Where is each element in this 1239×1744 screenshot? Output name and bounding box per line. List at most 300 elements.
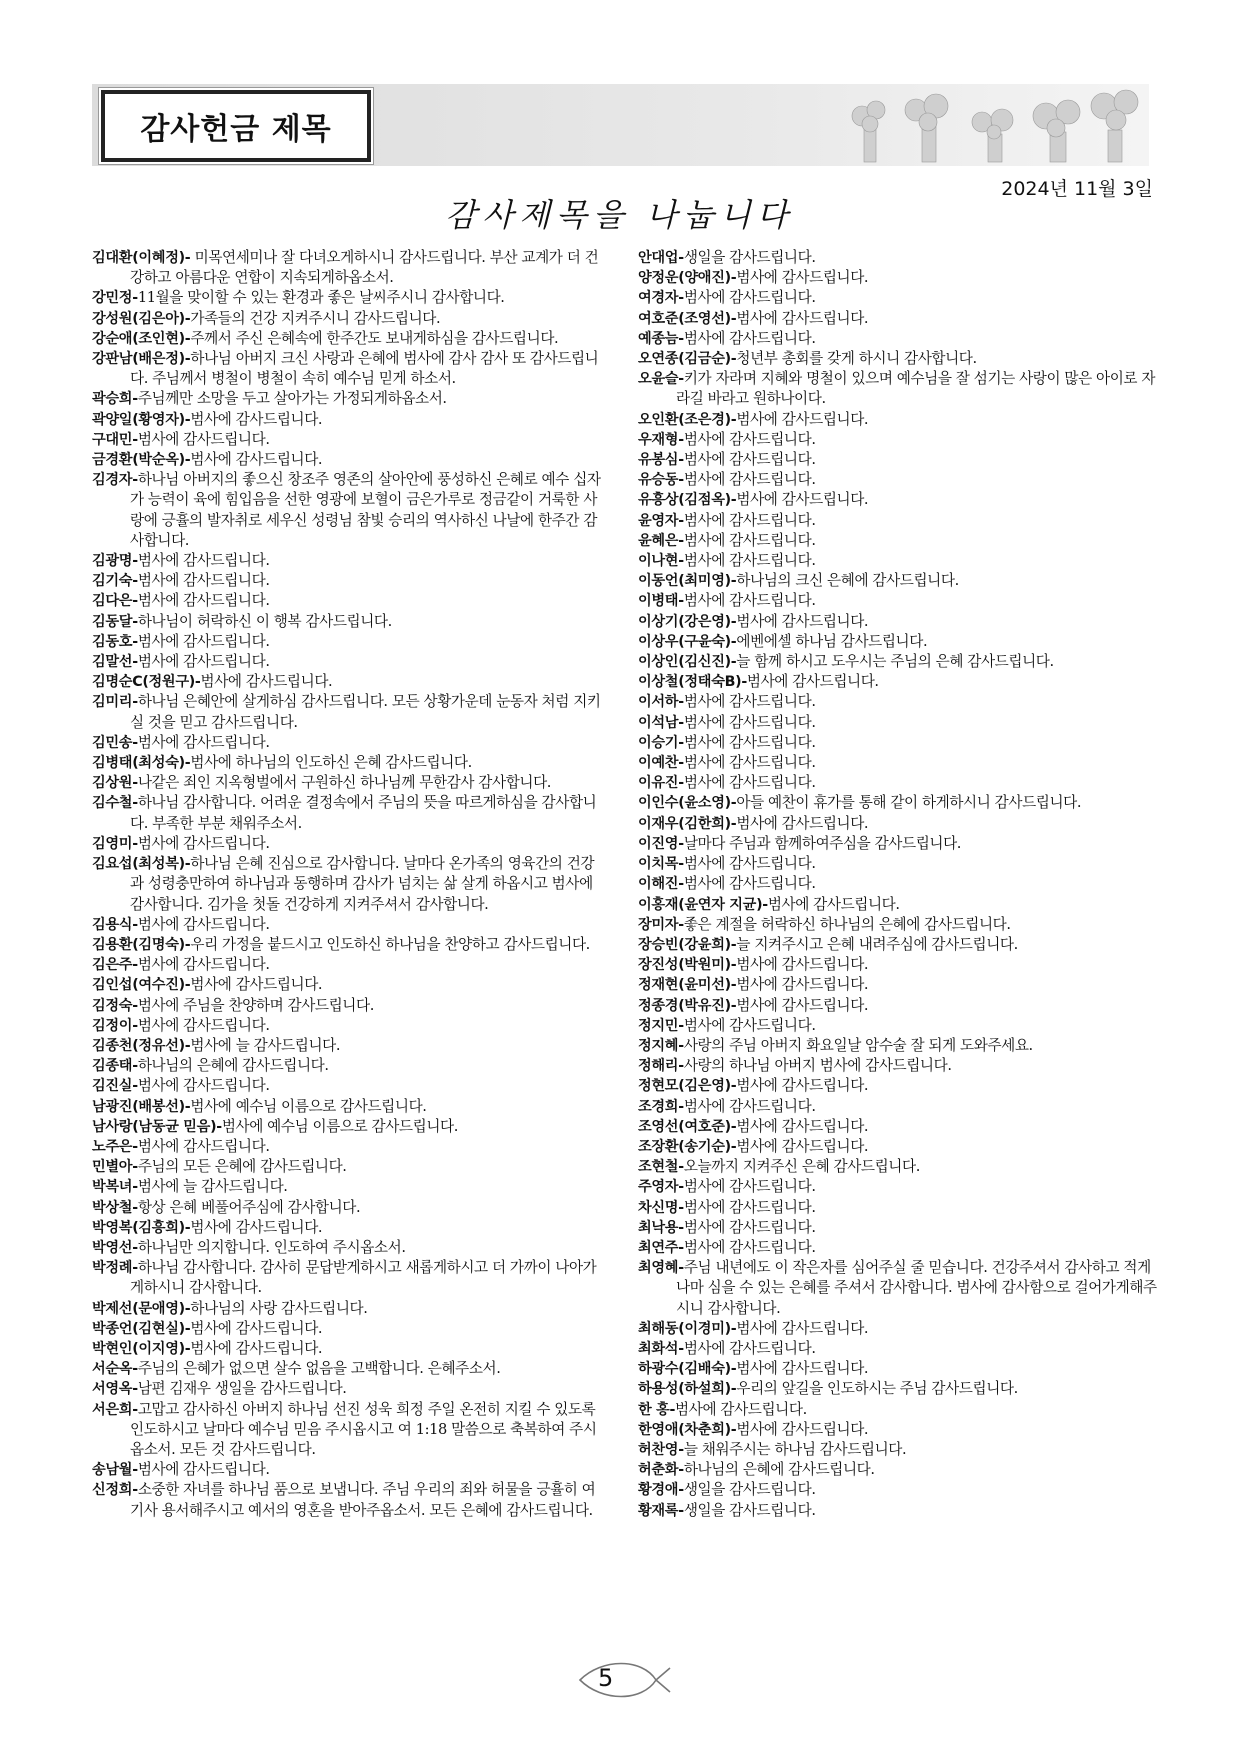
- donor-name: 이병태-: [638, 593, 684, 610]
- donor-name: 정해리-: [638, 1058, 684, 1075]
- list-item: [92, 1339, 607, 1359]
- list-item: [92, 1036, 607, 1056]
- list-item: [92, 288, 607, 308]
- list-item: [638, 551, 1160, 571]
- donor-name: 이서하-: [638, 694, 684, 711]
- thanks-message: 남편 김재우 생일을 감사드립니다.: [137, 1380, 347, 1398]
- donor-name: 정종경(박유진)-: [638, 997, 737, 1014]
- thanks-message: 범사에 감사드립니다.: [736, 814, 869, 832]
- donor-name: 박정례-: [92, 1260, 138, 1277]
- list-item: [638, 349, 1160, 369]
- list-item: [638, 753, 1160, 773]
- thanks-message: 범사에 감사드립니다.: [683, 592, 816, 610]
- list-item: [638, 329, 1160, 349]
- list-item: [92, 1379, 607, 1399]
- thanks-message: 범사에 감사드립니다.: [683, 1097, 816, 1115]
- thanks-message: 범사에 감사드립니다.: [736, 612, 869, 630]
- list-item: [638, 369, 1160, 409]
- thanks-message: 늘 함께 하시고 도우시는 주님의 은혜 감사드립니다.: [736, 653, 1054, 671]
- thanks-message: 범사에 감사드립니다.: [137, 653, 270, 671]
- fish-icon: [572, 1660, 672, 1700]
- list-item: [92, 1076, 607, 1096]
- thanks-message: 범사에 감사드립니다.: [736, 269, 869, 287]
- thanks-message: 생일을 감사드립니다.: [683, 1481, 816, 1499]
- donor-name: 이상우(구윤숙)-: [638, 633, 737, 650]
- thanks-message: 범사에 감사드립니다.: [200, 673, 333, 691]
- section-subtitle: 감사제목을 나눕니다: [445, 196, 794, 234]
- donor-name: 신정희-: [92, 1482, 138, 1499]
- thanks-message: 하나님의 은혜에 감사드립니다.: [137, 1057, 329, 1075]
- thanks-message: 범사에 감사드립니다.: [683, 754, 816, 772]
- donor-name: 예종늠-: [638, 330, 684, 347]
- list-item: [92, 450, 607, 470]
- list-item: [638, 1319, 1160, 1339]
- thanks-message: 범사에 감사드립니다.: [683, 733, 816, 751]
- thanks-message: 하나님 아버지의 좋으신 창조주 영존의 살아안에 풍성하신 은혜로 예수 십자가 능력이 육에 힘입음을 선한 영광에 보혈이 금은가루로 정금같이 거룩한 사랑에 긍휼의 발자취로 세우신 성령님 참빛 승리의 역사하신 나날에 한주간 감사합니다.: [130, 471, 601, 549]
- donor-name: 곽양일(황영자)-: [92, 411, 191, 428]
- thanks-message: 범사에 감사드립니다.: [137, 733, 270, 751]
- donor-name: 김수철-: [92, 795, 138, 812]
- list-item: [638, 955, 1160, 975]
- list-item: [638, 834, 1160, 854]
- list-item: [638, 814, 1160, 834]
- list-item: [638, 612, 1160, 632]
- thanks-message: 범사에 감사드립니다.: [736, 976, 869, 994]
- donor-name: 이유진-: [638, 775, 684, 792]
- list-item: [638, 591, 1160, 611]
- donor-name: 최화석-: [638, 1340, 684, 1357]
- list-item: [638, 450, 1160, 470]
- donor-name: 곽승희-: [92, 391, 138, 408]
- thanks-message: 우리의 앞길을 인도하시는 주님 감사드립니다.: [736, 1380, 1018, 1398]
- thanks-message: 범사에 감사드립니다.: [683, 774, 816, 792]
- list-item: [92, 652, 607, 672]
- donor-name: 한영애(차춘희)-: [638, 1421, 737, 1438]
- thanks-message: 하나님의 사랑 감사드립니다.: [190, 1299, 368, 1317]
- thanks-message: 범사에 감사드립니다.: [683, 552, 816, 570]
- donor-name: 박복녀-: [92, 1179, 138, 1196]
- donor-name: 박제선(문애영)-: [92, 1300, 191, 1317]
- donor-name: 강성원(김은아)-: [92, 310, 191, 327]
- donor-name: 이석남-: [638, 714, 684, 731]
- donor-name: 김용환(김명숙)-: [92, 936, 191, 953]
- donor-name: 허춘화-: [638, 1462, 684, 1479]
- thanks-message: 범사에 감사드립니다.: [190, 1319, 323, 1337]
- thanks-message: 하나님 은혜안에 살게하심 감사드립니다. 모든 상황가운데 눈동자 처럼 지키실 것을 믿고 감사드립니다.: [130, 693, 601, 731]
- donor-name: 송남월-: [92, 1462, 138, 1479]
- donor-name: 민별아-: [92, 1159, 138, 1176]
- thanks-message: 범사에 감사드립니다.: [683, 1218, 816, 1236]
- thanks-message: 주께서 주신 은혜속에 한주간도 보내게하심을 감사드립니다.: [190, 329, 559, 347]
- donor-name: 박현인(이지영)-: [92, 1340, 191, 1357]
- left-column: [92, 248, 607, 1521]
- donor-name: 조장환(송기순)-: [638, 1138, 737, 1155]
- donor-name: 조영선(여호준)-: [638, 1118, 737, 1135]
- donor-name: 유봉심-: [638, 452, 684, 469]
- thanks-message: 범사에 늘 감사드립니다.: [137, 1178, 288, 1196]
- donor-name: 김은주-: [92, 957, 138, 974]
- list-item: [638, 1016, 1160, 1036]
- list-item: [638, 1157, 1160, 1177]
- list-item: [92, 309, 607, 329]
- thanks-message: 범사에 감사드립니다.: [137, 572, 270, 590]
- donor-name: 강민정-: [92, 290, 138, 307]
- thanks-message: 범사에 감사드립니다.: [190, 410, 323, 428]
- list-item: [638, 1177, 1160, 1197]
- thanks-message: 범사에 감사드립니다.: [137, 1016, 270, 1034]
- thanks-message: 범사에 감사드립니다.: [683, 1016, 816, 1034]
- thanks-message: 범사에 감사드립니다.: [736, 956, 869, 974]
- donor-name: 김진실-: [92, 1078, 138, 1095]
- donor-name: 서순옥-: [92, 1361, 138, 1378]
- thanks-message: 나같은 죄인 지옥형벌에서 구원하신 하나님께 무한감사 감사합니다.: [137, 774, 552, 792]
- donor-name: 박영복(김흥희)-: [92, 1219, 191, 1236]
- list-item: [92, 349, 607, 389]
- list-item: [638, 430, 1160, 450]
- list-item: [638, 1097, 1160, 1117]
- list-item: [638, 1238, 1160, 1258]
- donor-name: 이나현-: [638, 553, 684, 570]
- list-item: [638, 571, 1160, 591]
- thanks-message: 하나님이 허락하신 이 행복 감사드립니다.: [137, 612, 392, 630]
- list-item: [92, 753, 607, 773]
- donor-name: 오인환(조은경)-: [638, 411, 737, 428]
- donor-name: 김병태(최성숙)-: [92, 755, 191, 772]
- thanks-message: 하나님의 크신 은혜에 감사드립니다.: [736, 572, 959, 590]
- list-item: [92, 551, 607, 571]
- list-item: [92, 975, 607, 995]
- thanks-message: 범사에 감사드립니다.: [137, 552, 270, 570]
- thanks-message: 날마다 주님과 함께하여주심을 감사드립니다.: [683, 834, 962, 852]
- donor-name: 강순애(조인현)-: [92, 330, 191, 347]
- thanks-message: 범사에 감사드립니다.: [736, 1137, 869, 1155]
- list-item: [638, 692, 1160, 712]
- thanks-message: 범사에 감사드립니다.: [190, 976, 323, 994]
- thanks-message: 범사에 감사드립니다.: [137, 430, 270, 448]
- list-item: [92, 571, 607, 591]
- list-item: [638, 531, 1160, 551]
- thanks-message: 하나님 은혜 진심으로 감사합니다. 날마다 온가족의 영육간의 건강과 성령충만하여 하나님과 동행하며 감사가 넘치는 삶 살게 하옵시고 범사에 감사합니다. 김가을 첫돌 건강하게 지켜주셔서 감사합니다.: [130, 855, 595, 913]
- thanks-message: 청년부 총회를 갖게 하시니 감사합니다.: [736, 350, 977, 368]
- donor-name: 안대업-: [638, 250, 684, 266]
- donor-name: 유흥상(김점옥)-: [638, 492, 737, 509]
- thanks-message: 소중한 자녀를 하나님 품으로 보냅니다. 주님 우리의 죄와 허물을 긍휼히 여기사 용서해주시고 예서의 영혼을 받아주옵소서. 모든 은혜에 감사드립니다.: [130, 1481, 596, 1519]
- thanks-message: 주님의 은혜가 없으면 살수 없음을 고백합니다. 은혜주소서.: [137, 1360, 501, 1378]
- list-item: [92, 591, 607, 611]
- donor-name: 김대환(이혜정)-: [92, 250, 191, 266]
- list-item: [92, 1238, 607, 1258]
- donor-name: 황경애-: [638, 1482, 684, 1499]
- thanks-message: 범사에 감사드립니다.: [190, 451, 323, 469]
- list-item: [638, 1137, 1160, 1157]
- list-item: [92, 834, 607, 854]
- donor-name: 정지혜-: [638, 1037, 684, 1054]
- thanks-message: 범사에 늘 감사드립니다.: [190, 1036, 341, 1054]
- donor-name: 오윤슬-: [638, 371, 684, 388]
- thanks-message: 범사에 감사드립니다.: [137, 592, 270, 610]
- donor-name: 정재현(윤미선)-: [638, 977, 737, 994]
- thanks-message: 주님 내년에도 이 작은자를 심어주실 줄 믿습니다. 건강주셔서 감사하고 적게나마 심을 수 있는 은혜를 주셔서 감사합니다. 범사에 감사함으로 걸어가게해주시니 감사합니다.: [676, 1259, 1157, 1317]
- thanks-message: 좋은 계절을 허락하신 하나님의 은혜에 감사드립니다.: [683, 915, 1011, 933]
- donor-name: 구대민-: [92, 431, 138, 448]
- thanks-message: 범사에 하나님의 인도하신 은혜 감사드립니다.: [190, 754, 472, 772]
- donor-name: 김말선-: [92, 654, 138, 671]
- donor-name: 박상철-: [92, 1199, 138, 1216]
- list-item: [638, 1420, 1160, 1440]
- thanks-message: 미목연세미나 잘 다녀오게하시니 감사드립니다. 부산 교계가 더 건강하고 아름다운 연합이 지속되게하옵소서.: [130, 249, 599, 287]
- list-item: [92, 1480, 607, 1520]
- thanks-message: 오늘까지 지켜주신 은혜 감사드립니다.: [683, 1158, 920, 1176]
- thanks-message: 범사에 감사드립니다.: [137, 1461, 270, 1479]
- list-item: [638, 1440, 1160, 1460]
- list-item: [92, 1258, 607, 1298]
- thanks-message: 우리 가정을 붙드시고 인도하신 하나님을 찬양하고 감사드립니다.: [190, 935, 590, 953]
- thanks-message: 범사에 감사드립니다.: [683, 430, 816, 448]
- thanks-message: 범사에 감사드립니다.: [736, 1117, 869, 1135]
- thanks-message: 범사에 감사드립니다.: [137, 1077, 270, 1095]
- thanks-message: 범사에 예수님 이름으로 감사드립니다.: [190, 1097, 427, 1115]
- thanks-message: 범사에 감사드립니다.: [736, 1077, 869, 1095]
- thanks-message: 범사에 감사드립니다.: [683, 1178, 816, 1196]
- thanks-message: 범사에 예수님 이름으로 감사드립니다.: [221, 1117, 458, 1135]
- donor-name: 남사랑(남동균 믿음)-: [92, 1118, 222, 1135]
- list-item: [92, 1137, 607, 1157]
- donor-name: 이승기-: [638, 734, 684, 751]
- list-item: [638, 1036, 1160, 1056]
- list-item: [638, 1379, 1160, 1399]
- thanks-message: 범사에 감사드립니다.: [675, 1400, 807, 1418]
- donor-name: 이상철(정태숙B)-: [638, 674, 747, 691]
- list-item: [638, 470, 1160, 490]
- thanks-message: 범사에 감사드립니다.: [683, 1198, 816, 1216]
- list-item: [92, 854, 607, 915]
- list-item: [638, 268, 1160, 288]
- thanks-message: 범사에 감사드립니다.: [683, 451, 816, 469]
- donor-name: 김광명-: [92, 553, 138, 570]
- donor-name: 김상원-: [92, 775, 138, 792]
- donor-name: 노주은-: [92, 1138, 138, 1155]
- donor-name: 하광수(김배숙)-: [638, 1361, 737, 1378]
- list-item: [92, 1319, 607, 1339]
- list-item: [92, 1460, 607, 1480]
- donor-name: 오연종(김금순)-: [638, 351, 737, 368]
- thanks-message: 하나님 아버지 크신 사랑과 은혜에 범사에 감사 감사 또 감사드립니다. 주님께서 병철이 병철이 속히 예수님 믿게 하소서.: [130, 350, 599, 388]
- thanks-message: 주님의 모든 은혜에 감사드립니다.: [137, 1158, 347, 1176]
- thanks-message: 범사에 감사드립니다.: [137, 834, 270, 852]
- thanks-message: 범사에 감사드립니다.: [683, 693, 816, 711]
- thanks-message: 고맙고 감사하신 아버지 하나님 선진 성욱 희정 주일 온전히 지킬 수 있도록 인도하시고 날마다 예수님 믿음 주시옵시고 여 1:18 말씀으로 축복하여 주시옵소서. 모든 것 감사드립니다.: [130, 1400, 597, 1458]
- list-item: [638, 672, 1160, 692]
- donor-name: 이예찬-: [638, 755, 684, 772]
- list-item: [638, 288, 1160, 308]
- list-item: [92, 1198, 607, 1218]
- list-item: [638, 915, 1160, 935]
- list-item: [92, 389, 607, 409]
- donor-name: 여경자-: [638, 290, 684, 307]
- donor-name: 김용식-: [92, 916, 138, 933]
- thanks-message: 하나님 감사합니다. 어려운 결정속에서 주님의 뜻을 따르게하심을 감사합니다. 부족한 부분 채워주소서.: [130, 794, 597, 832]
- donor-name: 장미자-: [638, 916, 684, 933]
- donor-name: 장진성(박원미)-: [638, 957, 737, 974]
- list-item: [638, 511, 1160, 531]
- page-number-badge: [572, 1660, 672, 1700]
- list-item: [92, 1400, 607, 1461]
- donor-name: 김요섭(최성복)-: [92, 856, 191, 873]
- donor-name: 박영선-: [92, 1239, 138, 1256]
- donor-name: 김동호-: [92, 633, 138, 650]
- list-item: [92, 793, 607, 833]
- donor-name: 김다은-: [92, 593, 138, 610]
- list-item: [638, 248, 1160, 268]
- list-item: [638, 1056, 1160, 1076]
- donor-name: 윤혜은-: [638, 532, 684, 549]
- list-item: [638, 490, 1160, 510]
- list-item: [638, 1198, 1160, 1218]
- list-item: [92, 672, 607, 692]
- thanks-message: 범사에 감사드립니다.: [137, 915, 270, 933]
- donor-name: 김인섭(여수진)-: [92, 977, 191, 994]
- list-item: [92, 632, 607, 652]
- donor-name: 남광진(배봉선)-: [92, 1098, 191, 1115]
- thanks-message: 범사에 감사드립니다.: [736, 491, 869, 509]
- thanks-message: 늘 채워주시는 하나님 감사드립니다.: [683, 1440, 907, 1458]
- donor-name: 김영미-: [92, 835, 138, 852]
- thanks-message: 에벤에셀 하나님 감사드립니다.: [736, 632, 928, 650]
- donor-name: 박종언(김현실)-: [92, 1320, 191, 1337]
- list-item: [638, 713, 1160, 733]
- list-item: [92, 1016, 607, 1036]
- list-item: [638, 410, 1160, 430]
- donor-name: 윤영자-: [638, 512, 684, 529]
- thanks-message: 범사에 감사드립니다.: [683, 1238, 816, 1256]
- list-item: [638, 1339, 1160, 1359]
- donor-name: 한 홍-: [638, 1401, 676, 1418]
- thanks-message: 범사에 감사드립니다.: [683, 289, 816, 307]
- donor-name: 김경자-: [92, 472, 138, 489]
- list-item: [638, 1501, 1160, 1521]
- donor-name: 김정숙-: [92, 997, 138, 1014]
- thanks-message: 범사에 감사드립니다.: [137, 632, 270, 650]
- list-item: [638, 1117, 1160, 1137]
- list-item: [638, 733, 1160, 753]
- donor-name: 김종천(정유선)-: [92, 1037, 191, 1054]
- list-item: [92, 1056, 607, 1076]
- donor-name: 조현철-: [638, 1159, 684, 1176]
- thanks-message: 늘 지켜주시고 은혜 내려주심에 감사드립니다.: [736, 935, 1018, 953]
- list-item: [638, 309, 1160, 329]
- donor-name: 금경환(박순옥)-: [92, 452, 191, 469]
- thanks-message: 하나님 감사합니다. 감사히 문답받게하시고 새롭게하시고 더 가까이 나아가게하시니 감사합니다.: [130, 1259, 597, 1297]
- list-item: [92, 430, 607, 450]
- donor-name: 김정이-: [92, 1017, 138, 1034]
- thanks-message: 주님께만 소망을 두고 살아가는 가정되게하옵소서.: [137, 390, 447, 408]
- right-column: [638, 248, 1160, 1521]
- list-item: [638, 1258, 1160, 1319]
- thanks-message: 범사에 감사드립니다.: [190, 1218, 323, 1236]
- list-item: [638, 935, 1160, 955]
- list-item: [92, 329, 607, 349]
- list-item: [92, 1177, 607, 1197]
- thanks-message: 사랑의 주님 아버지 화요일날 암수술 잘 되게 도와주세요.: [683, 1036, 1033, 1054]
- date-label: 2024년 11월 3일: [1001, 178, 1153, 200]
- list-item: [638, 895, 1160, 915]
- donor-name: 유승동-: [638, 472, 684, 489]
- donor-name: 양정운(양애진)-: [638, 270, 737, 287]
- thanks-message: 아들 예찬이 휴가를 통해 같이 하게하시니 감사드립니다.: [736, 794, 1082, 812]
- flower-vases-illustration: [850, 88, 1150, 166]
- list-item: [92, 773, 607, 793]
- list-item: [638, 854, 1160, 874]
- list-item: [638, 793, 1160, 813]
- donor-name: 정지민-: [638, 1017, 684, 1034]
- thanks-message: 범사에 감사드립니다.: [683, 329, 816, 347]
- thanks-message: 범사에 감사드립니다.: [736, 996, 869, 1014]
- thanks-message: 키가 자라며 지혜와 명철이 있으며 예수님을 잘 섬기는 사랑이 많은 아이로 자라길 바라고 원하나이다.: [676, 370, 1156, 408]
- donor-name: 최해동(이경미)-: [638, 1320, 737, 1337]
- donor-name: 이홍재(윤연자 지균)-: [638, 896, 768, 913]
- list-item: [638, 975, 1160, 995]
- thanks-message: 범사에 감사드립니다.: [736, 1319, 869, 1337]
- list-item: [92, 733, 607, 753]
- donor-name: 이해진-: [638, 876, 684, 893]
- donor-name: 조경희-: [638, 1098, 684, 1115]
- donor-name: 이상기(강은영)-: [638, 613, 737, 630]
- list-item: [92, 470, 607, 551]
- donor-name: 서영옥-: [92, 1381, 138, 1398]
- thanks-message: 범사에 감사드립니다.: [683, 1339, 816, 1357]
- thanks-message: 범사에 감사드립니다.: [683, 713, 816, 731]
- donor-name: 이상인(김신진)-: [638, 654, 737, 671]
- donor-name: 허찬영-: [638, 1441, 684, 1458]
- thanks-message: 사랑의 하나님 아버지 범사에 감사드립니다.: [683, 1057, 952, 1075]
- list-item: [638, 632, 1160, 652]
- thanks-message: 범사에 감사드립니다.: [683, 531, 816, 549]
- donor-name: 김동달-: [92, 613, 138, 630]
- list-item: [92, 996, 607, 1016]
- thanks-message: 범사에 감사드립니다.: [736, 309, 869, 327]
- donor-name: 김명순C(정원구)-: [92, 674, 201, 691]
- donor-name: 이진영-: [638, 835, 684, 852]
- list-item: [92, 935, 607, 955]
- donor-name: 장승빈(강윤희)-: [638, 936, 737, 953]
- thanks-message: 범사에 감사드립니다.: [736, 1420, 869, 1438]
- list-item: [638, 1480, 1160, 1500]
- donor-name: 김민송-: [92, 734, 138, 751]
- list-item: [638, 1460, 1160, 1480]
- donor-name: 김종태-: [92, 1058, 138, 1075]
- list-item: [638, 773, 1160, 793]
- donor-name: 이동언(최미영)-: [638, 573, 737, 590]
- thanks-message: 범사에 감사드립니다.: [746, 673, 879, 691]
- donor-name: 정현모(김은영)-: [638, 1078, 737, 1095]
- list-item: [638, 996, 1160, 1016]
- list-item: [92, 915, 607, 935]
- donor-name: 주영자-: [638, 1179, 684, 1196]
- donor-name: 이재우(김한희)-: [638, 815, 737, 832]
- donor-name: 최연주-: [638, 1239, 684, 1256]
- list-item: [92, 692, 607, 732]
- list-item: [638, 1400, 1160, 1420]
- donor-name: 이치목-: [638, 856, 684, 873]
- list-item: [92, 612, 607, 632]
- thanks-message: 범사에 감사드립니다.: [137, 1137, 270, 1155]
- donor-name: 우재형-: [638, 431, 684, 448]
- thanks-message: 11월을 맞이할 수 있는 환경과 좋은 날씨주시니 감사합니다.: [137, 289, 505, 307]
- donor-name: 황재록-: [638, 1502, 684, 1519]
- list-item: [92, 1157, 607, 1177]
- page-number: 5: [598, 1664, 614, 1692]
- thanks-message: 생일을 감사드립니다.: [683, 249, 816, 266]
